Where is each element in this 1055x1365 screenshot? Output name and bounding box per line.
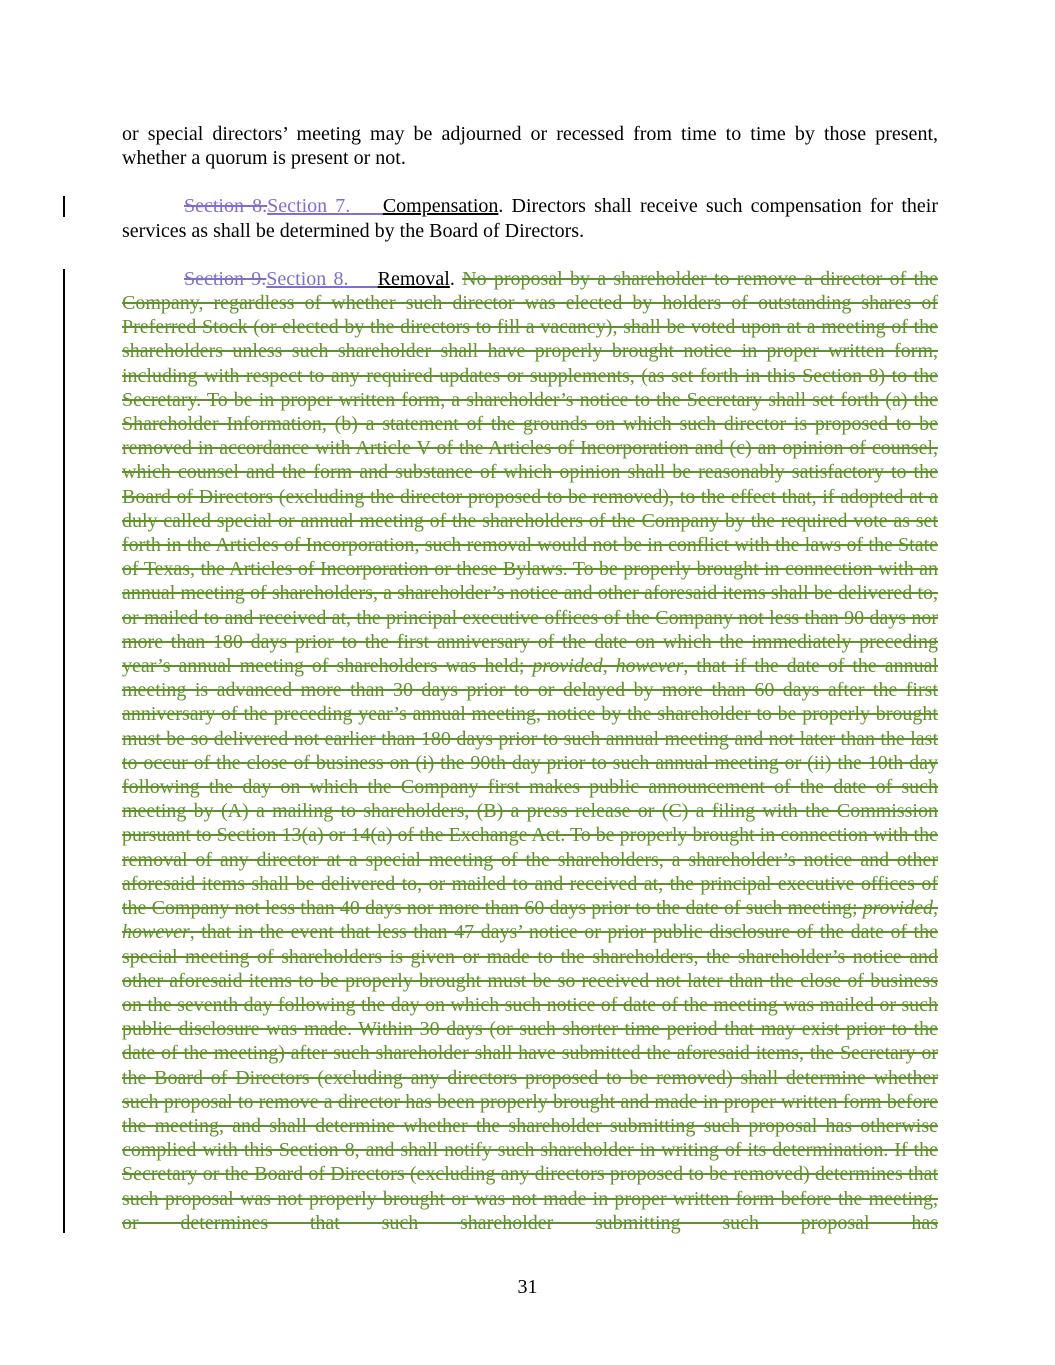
- deleted-text: , that in the event that less than 47 days’ notice or prior public disclosure of the date of the special meeting of shareholders is given or made to the shareholders, the shareholder’s notice and other aforesaid items to be properly brought must be so received not later than the close of business on the seventh day following the day on which such notice of date of the meeting was mailed or such public disclosure was made. Within 30 days (or such shorter time period that may exist prior to the date of the meeting) after such shareholder shall have submitted the aforesaid items, the Secretary or the Board of Directors (excluding any directors proposed to be removed) shall determine whether such proposal to remove a director has been properly brought and made in proper written form before the meeting, and shall determine whether the shareholder submitting such proposal has otherwise complied with this Section 8, and shall notify such shareholder in writing of its determination. If the Secretary or the Board of Directors (excluding any directors proposed to be removed) determines that such proposal was not properly brought or was not made in proper written form before the meeting, or determines that such shareholder submitting such proposal has: [122, 921, 938, 1234]
- deleted-text: , that if the date of the annual meeting is advanced more than 30 days prior to or delayed by more than 60 days after the first anniversary of the preceding year’s annual meeting, notice by the shareholder to be properly brought must be so delivered not earlier than 180 days prior to such annual meeting and not later than the last to occur of the close of business on (i) the 90th day prior to such annual meeting or (ii) the 10th day following the day on which the Company first makes public announcement of the date of such meeting by (A) a mailing to shareholders, (B) a press release or (C) a filing with the Commission pursuant to Section 13(a) or 14(a) of the Exchange Act. To be properly brought in connection with the removal of any director at a special meeting of the shareholders, a shareholder’s notice and other aforesaid items shall be delivered to, or mailed to and received at, the principal executive offices of the Company not less than 40 days nor more than 60 days prior to the date of such meeting;: [122, 655, 939, 920]
- underlined-tab: [349, 268, 378, 290]
- deleted-text: No proposal by a shareholder to remove a director of the Company, regardless of whether such director was elected by holders of outstanding shares of Preferred Stock (or elected by the directors to fill a vacancy), shall be voted upon at a meeting of the shareholders unless such shareholder shall have properly brought notice in proper written form, including with respect to any required updates or supplements, (as set forth in this Section 8) to the Secretary. To be in proper written form, a shareholder’s notice to the Secretary shall set forth (a) the Shareholder Information, (b) a statement of the grounds on which such director is proposed to be removed in accordance with Article V of the Articles of Incorporation and (c) an opinion of counsel, which counsel and the form and substance of which opinion shall be reasonably satisfactory to the Board of Directors (excluding the director proposed to be removed), to the effect that, if adopted at a duly called special or annual meeting of the shareholders of the Company by the required vote as set forth in the Articles of Incorporation, such removal would not be in conflict with the laws of the State of Texas, the Articles of Incorporation or these Bylaws. To be properly brought in connection with an annual meeting of shareholders, a shareholder’s notice and other aforesaid items shall be delivered to, or mailed to and received at, the principal executive offices of the Company not less than 90 days nor more than 180 days prior to the first anniversary of the date on which the immediately preceding year’s annual meeting of shareholders was held;: [122, 267, 939, 678]
- section-heading: Compensation: [382, 195, 499, 218]
- paragraph-adjournment-continuation: [122, 122, 938, 170]
- deleted-text-italic: provided, however: [122, 897, 938, 944]
- deleted-text-italic: provided, however: [532, 655, 684, 678]
- deleted-section-number: Section 8.: [184, 195, 268, 218]
- deleted-section-number: Section 9.: [184, 267, 267, 290]
- inserted-section-number: Section 7.: [267, 195, 351, 218]
- paragraph-section-compensation: [122, 194, 938, 242]
- body-text: . Directors shall receive such compensation for their services as shall be determined by the Board of Directors.: [122, 195, 938, 242]
- body-text: .: [449, 267, 463, 290]
- underlined-tab: [350, 195, 383, 217]
- section-heading: Removal: [377, 267, 450, 290]
- change-bar: [63, 196, 65, 217]
- body-text: or special directors’ meeting may be adjourned or recessed from time to time by those present, whether a quorum is present or not.: [122, 123, 938, 170]
- page-number: 31: [517, 1276, 538, 1298]
- document-body: [122, 122, 938, 1259]
- change-bar: [63, 269, 65, 1233]
- inserted-section-number: Section 8.: [266, 267, 349, 290]
- paragraph-section-removal: [122, 267, 938, 1235]
